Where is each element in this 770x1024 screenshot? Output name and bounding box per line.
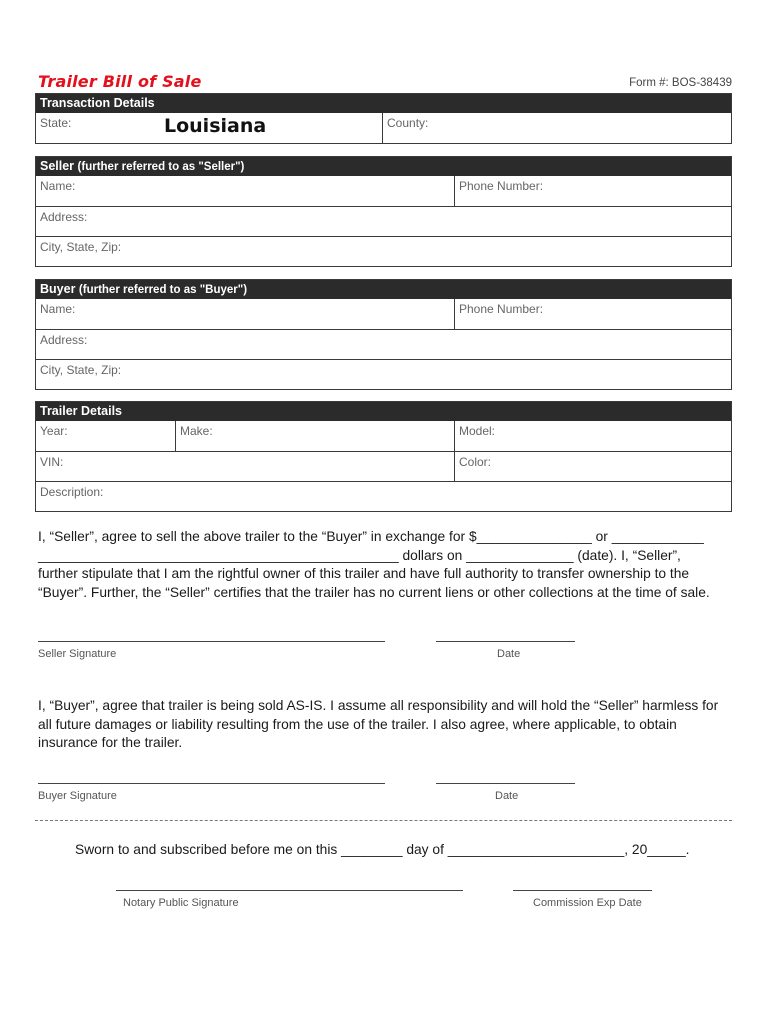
seller-phone-field[interactable]	[454, 176, 731, 206]
trailer-make-label: Make:	[180, 424, 213, 438]
seller-heading	[36, 157, 731, 176]
transaction-details-heading: Transaction Details	[36, 94, 731, 113]
buyer-address-label: Address:	[40, 333, 88, 347]
notary-sworn-statement: Sworn to and subscribed before me on this ________ day of _______________________, 20_____.	[75, 842, 690, 857]
buyer-city-label: City, State, Zip:	[40, 363, 122, 377]
seller-address-field[interactable]	[36, 207, 731, 236]
trailer-vin-label: VIN:	[40, 455, 64, 469]
state-field[interactable]	[36, 113, 382, 143]
state-value: Louisiana	[164, 115, 267, 137]
buyer-statement-line-3: insurance for the trailer.	[38, 735, 183, 750]
notary-separator	[35, 820, 732, 821]
county-field[interactable]	[382, 113, 731, 143]
buyer-name-field[interactable]	[36, 299, 454, 329]
buyer-date-line[interactable]	[436, 783, 575, 784]
trailer-details-heading: Trailer Details	[36, 402, 731, 421]
notary-signature-label: Notary Public Signature	[123, 897, 239, 909]
buyer-signature-line[interactable]	[38, 783, 385, 784]
buyer-signature-label: Buyer Signature	[38, 790, 117, 802]
buyer-name-label: Name:	[40, 302, 76, 316]
trailer-model-label: Model:	[459, 424, 496, 438]
buyer-heading-title: Buyer	[40, 282, 76, 296]
buyer-statement-line-1: I, “Buyer”, agree that trailer is being sold AS-IS. I assume all responsibility and will hold the “Seller” harmless for	[38, 698, 719, 713]
seller-statement	[38, 528, 734, 602]
buyer-section	[35, 279, 732, 390]
seller-name-field[interactable]	[36, 176, 454, 206]
trailer-description-label: Description:	[40, 485, 104, 499]
seller-statement-line-3: further stipulate that I am the rightful owner of this trailer and have full authority to transfer ownership to the	[38, 566, 690, 581]
trailer-model-field[interactable]	[454, 421, 731, 451]
seller-heading-title: Seller	[40, 159, 75, 173]
notary-signature-line[interactable]	[116, 890, 463, 891]
trailer-details-section	[35, 401, 732, 512]
buyer-date-label: Date	[495, 790, 519, 802]
transaction-details-section	[35, 93, 732, 144]
seller-heading-note: (further referred to as "Seller")	[77, 161, 245, 173]
trailer-vin-field[interactable]	[36, 452, 454, 481]
commission-date-line[interactable]	[513, 890, 652, 891]
buyer-city-field[interactable]	[36, 360, 731, 389]
seller-phone-label: Phone Number:	[459, 179, 544, 193]
seller-city-label: City, State, Zip:	[40, 240, 122, 254]
seller-name-label: Name:	[40, 179, 76, 193]
trailer-description-field[interactable]	[36, 482, 731, 511]
commission-exp-date-label: Commission Exp Date	[533, 897, 642, 909]
form-number: Form #: BOS-38439	[629, 77, 732, 89]
state-label: State:	[40, 116, 72, 130]
buyer-statement-line-2: all future damages or liability resulting from the use of the trailer. I also agree, where applicable, to obtain	[38, 716, 677, 732]
buyer-statement	[38, 697, 734, 753]
seller-statement-line-2: _______________________________________________ dollars on ______________ (date). I, “Seller”,	[38, 547, 681, 563]
trailer-year-label: Year:	[40, 424, 68, 438]
buyer-heading	[36, 280, 731, 299]
seller-signature-label: Seller Signature	[38, 648, 117, 660]
seller-address-label: Address:	[40, 210, 88, 224]
buyer-phone-label: Phone Number:	[459, 302, 544, 316]
trailer-make-field[interactable]	[175, 421, 454, 451]
seller-city-field[interactable]	[36, 237, 731, 266]
buyer-phone-field[interactable]	[454, 299, 731, 329]
seller-statement-line-4: “Buyer”. Further, the “Seller” certifies that the trailer has no current liens or other collections at the time of sale.	[38, 584, 710, 600]
document-title: Trailer Bill of Sale	[38, 72, 202, 91]
trailer-year-field[interactable]	[36, 421, 175, 451]
seller-statement-line-1: I, “Seller”, agree to sell the above trailer to the “Buyer” in exchange for $_______________ or ____________	[38, 529, 704, 544]
buyer-heading-note: (further referred to as "Buyer")	[78, 284, 248, 296]
trailer-color-label: Color:	[459, 455, 492, 469]
seller-signature-line[interactable]	[38, 641, 385, 642]
trailer-color-field[interactable]	[454, 452, 731, 481]
seller-section	[35, 156, 732, 267]
county-label: County:	[387, 116, 429, 130]
seller-date-label: Date	[497, 648, 521, 660]
seller-date-line[interactable]	[436, 641, 575, 642]
buyer-address-field[interactable]	[36, 330, 731, 359]
